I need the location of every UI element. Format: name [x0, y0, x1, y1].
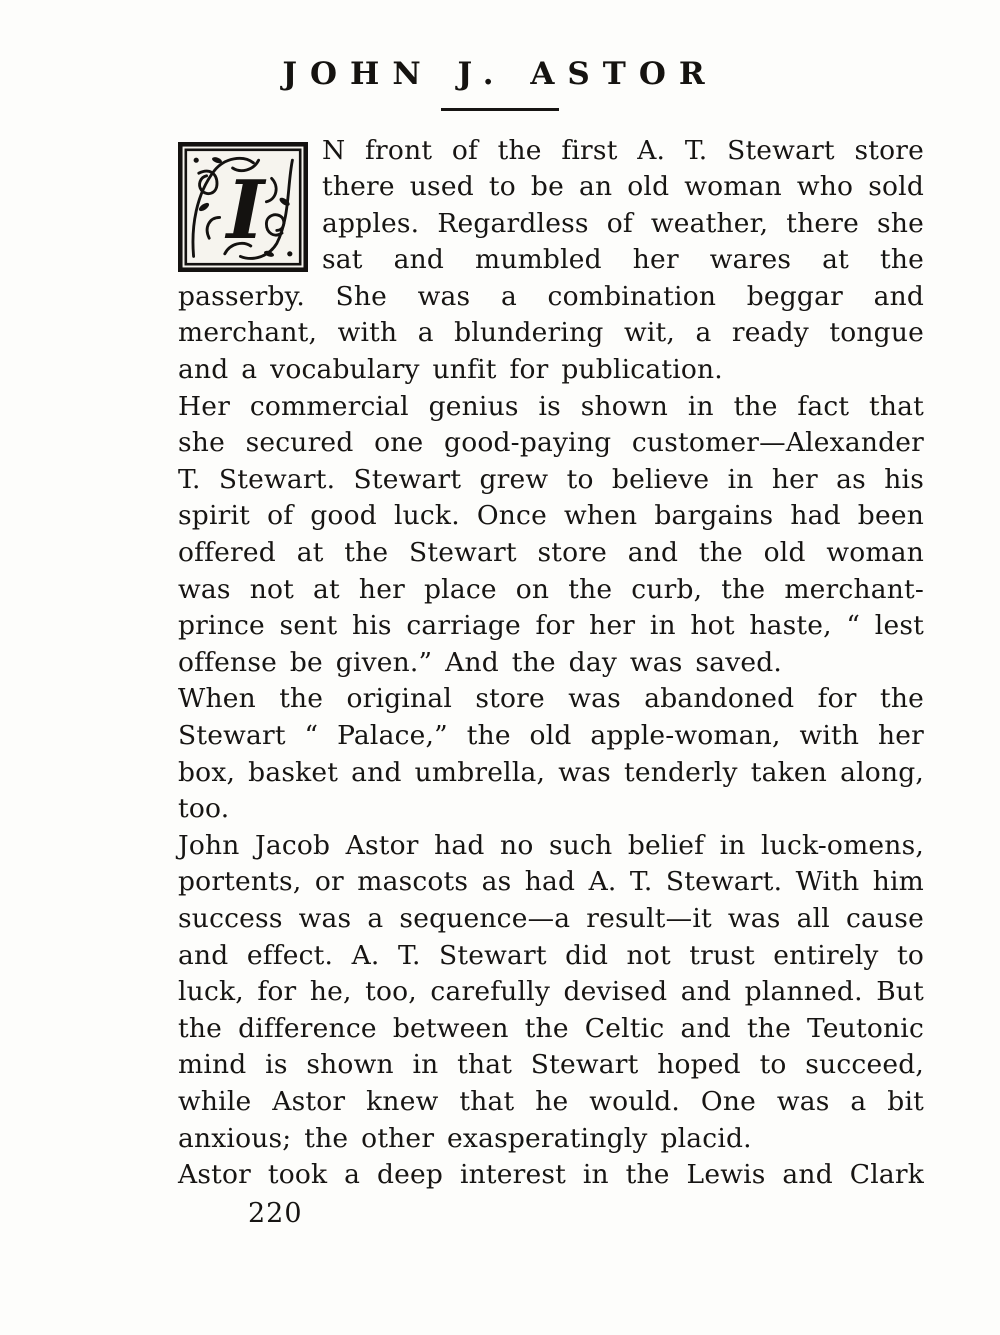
drop-cap-ornament — [178, 138, 308, 276]
paragraph-text: N front of the first A. T. Stewart store there used to be an old woman who sold apples. Regardless of weather, there she sat and mumbled her wares at the passerby. She was a combination beggar and merchant, with a blundering wit, a ready tongue and a vocabulary unfit for publication. — [178, 134, 924, 386]
paragraph — [178, 133, 924, 389]
title-rule — [441, 108, 559, 111]
paragraph: Astor took a deep interest in the Lewis and Clark — [178, 1159, 924, 1191]
paragraph: When the original store was abandoned for the Stewart “ Palace,” the old apple-woman, with her box, basket and umbrella, was tenderly taken along, too. — [178, 683, 924, 825]
drop-cap-letter: I — [226, 162, 265, 258]
paragraph: Her commercial genius is shown in the fact that she secured one good-paying customer—Alexander T. Stewart. Stewart grew to believe in her as his spirit of good luck. Once when bargains had been offered at the Stewart store and the old woman was not at her place on the curb, the merchant-prince sent his carriage for her in hot haste, “ lest offense be given.” And the day was saved. — [178, 390, 924, 678]
paragraph: John Jacob Astor had no such belief in luck-omens, portents, or mascots as had A. T. Stewart. With him success was a sequence—a result—it was all cause and effect. A. T. Stewart did not trust entirely to luck, for he, too, carefully devised and planned. But the difference between the Celtic and the Teutonic mind is shown in that Stewart hoped to succeed, while Astor knew that he would. One was a bit anxious; the other exasperatingly placid. — [178, 829, 924, 1154]
page-number: 220 — [248, 1197, 303, 1229]
page-title: JOHN J. ASTOR — [282, 56, 718, 92]
drop-cap-engraving-icon — [178, 138, 308, 276]
body-text — [178, 133, 924, 1194]
